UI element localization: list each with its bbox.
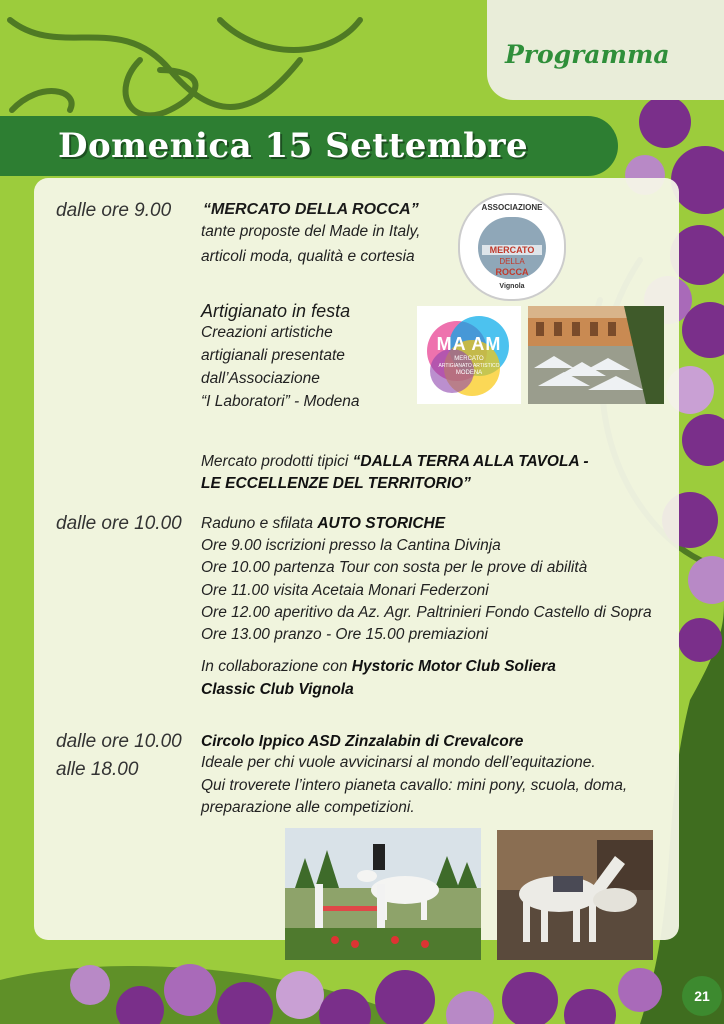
market-stalls-photo bbox=[528, 306, 664, 404]
event-intro: Mercato prodotti tipici “DALLA TERRA ALLA TAVOLA - bbox=[201, 453, 589, 470]
event-line: artigianali presentate bbox=[201, 347, 345, 364]
event-line: dall’Associazione bbox=[201, 370, 320, 387]
event-line: Ore 9.00 iscrizioni presso la Cantina Divinja bbox=[201, 537, 501, 554]
collaboration-line: In collaborazione con Hystoric Motor Club Soliera bbox=[201, 658, 556, 675]
event-time: dalle ore 10.00 bbox=[56, 513, 182, 534]
maam-logo: MA AM MERCATO ARTIGIANATO ARTISTICO MODENA bbox=[417, 306, 521, 404]
event-line: “I Laboratori” - Modena bbox=[201, 393, 360, 410]
event-line: tante proposte del Made in Italy, bbox=[201, 223, 421, 240]
white-horses-photo bbox=[497, 830, 653, 960]
event-title: Circolo Ippico ASD Zinzalabin di Crevalcore bbox=[201, 733, 524, 750]
event-title: “MERCATO DELLA ROCCA” bbox=[203, 201, 419, 218]
event-time-end: alle 18.00 bbox=[56, 759, 139, 780]
event-line: Ore 11.00 visita Acetaia Monari Federzoni bbox=[201, 582, 489, 599]
show-jumping-photo bbox=[285, 828, 481, 960]
date-title: Domenica 15 Settembre bbox=[58, 126, 529, 166]
event-line: Ore 13.00 pranzo - Ore 15.00 premiazioni bbox=[201, 626, 488, 643]
event-time: dalle ore 10.00 bbox=[56, 731, 182, 752]
event-title: LE ECCELLENZE DEL TERRITORIO” bbox=[201, 475, 471, 492]
event-line: Creazioni artistiche bbox=[201, 324, 333, 341]
event-line: preparazione alle competizioni. bbox=[201, 799, 415, 816]
event-line: Ore 12.00 aperitivo da Az. Agr. Paltrinieri Fondo Castello di Sopra bbox=[201, 604, 652, 621]
section-title: Programma bbox=[505, 40, 670, 69]
event-time: dalle ore 9.00 bbox=[56, 200, 172, 221]
event-intro: Raduno e sfilata AUTO STORICHE bbox=[201, 515, 446, 532]
event-line: Ore 10.00 partenza Tour con sosta per le prove di abilità bbox=[201, 559, 588, 576]
event-title: Artigianato in festa bbox=[201, 301, 351, 321]
event-line: Qui troverete l’intero pianeta cavallo: mini pony, scuola, doma, bbox=[201, 777, 628, 794]
event-line: Ideale per chi vuole avvicinarsi al mondo dell’equitazione. bbox=[201, 754, 596, 771]
mercato-della-rocca-logo: ASSOCIAZIONE MERCATO DELLA ROCCA Vignola bbox=[458, 193, 566, 301]
event-line: articoli moda, qualità e cortesia bbox=[201, 248, 415, 265]
collaboration-line: Classic Club Vignola bbox=[201, 681, 354, 698]
page-number: 21 bbox=[682, 976, 722, 1016]
